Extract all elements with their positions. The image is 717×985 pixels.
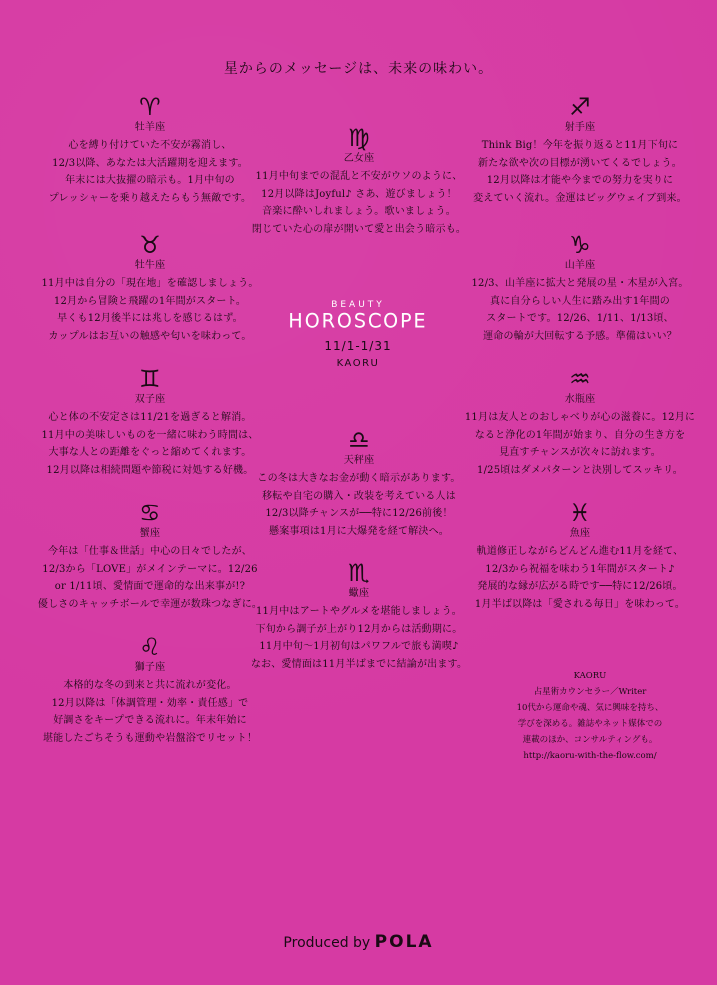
sign-text-line: 大事な人との距離をぐっと縮めてくれます。 [48,447,252,458]
leo-icon: ♌ [139,633,161,661]
sign-text-line: なお、愛情面は11月半ばまでに結論が出ます。 [250,658,468,670]
profile-url[interactable]: http://kaoru-with-the-flow.com/ [523,751,657,761]
sign-text-line: 11月中の美味しいものを一緒に味わう時間は、 [41,429,259,441]
virgo-icon: ♍ [348,124,370,152]
sign-text-line: 11月中旬〜1月初旬はパワフルで旅も満喫♪ [259,641,459,652]
sign-leo [35,634,265,747]
sign-text-line: 本格的な冬の到来と共に流れが変化。 [63,680,237,691]
profile-line: 学びを深める。雑誌やネット媒体での [517,719,663,729]
beauty-horoscope-logo [283,300,433,369]
logo-beauty: BEAUTY [331,300,385,310]
sign-text-line: 音楽に酔いしれましょう。歌いましょう。 [262,206,456,217]
sign-text-line: 11月中はアートやグルメを堪能しましょう。 [255,606,463,617]
sign-text-line: 閉じていた心の扉が開いて愛と出会う暗示も。 [251,223,467,235]
profile-line: 10代から運命や魂、気に興味を持ち、 [516,703,664,713]
sign-text-line: 真に自分らしい人生に踏み出す1年間の [490,295,670,307]
sign-text-line: 早くも12月後半には兆しを感じるはず。 [57,313,243,324]
sign-text-line: 発展的な縁が広がる時です──特に12/26頃。 [477,581,683,592]
sign-text-line: 見直すチャンスが次々に訪れます。 [499,447,661,458]
libra-icon: ♎ [348,426,370,454]
sign-taurus [40,232,260,345]
sign-name: 乙女座 [343,153,375,164]
sign-text-line: 心を縛り付けていた不安が霧消し、 [68,140,232,151]
sign-text-line: 11月中は自分の「現在地」を確認しましょう。 [41,278,259,289]
gemini-icon: ♊ [139,365,161,393]
sign-libra [250,427,468,540]
sign-name: 射手座 [564,122,596,133]
sagittarius-icon: ♐ [569,93,591,121]
profile-line: 占星術カウンセラー／Writer [533,687,647,697]
sign-name: 蟹座 [139,528,161,539]
sign-text-line: 12/3、山羊座に拡大と発展の星・木星が入宮。 [471,278,689,289]
sign-cancer [30,500,270,613]
sign-name: 水瓶座 [564,394,596,405]
sign-text-line: 12月から冒険と飛躍の1年間がスタート。 [53,295,247,307]
sign-text-line: カップルはお互いの触感や匂いを味わって。 [48,330,252,342]
sign-text-line: 堪能したごちそうも運動や岩盤浴でリセット！ [42,732,258,744]
profile-line: KAORU [573,671,607,681]
sign-text-line: 今年は「仕事＆世話」中心の日々でしたが、 [48,546,252,557]
pola-logo: POLA [374,932,434,952]
sign-text-line: プレッシャーを乗り越えたらもう無敵です。 [48,192,252,204]
sign-text-line: 年末には大抜擢の暗示も。1月中旬の [65,175,235,186]
sign-text-line: 1/25頃はダメパターンと決別してスッキリ。 [477,464,683,476]
sign-text-line: 12/3以降、あなたは大活躍期を迎えます。 [52,157,248,169]
sign-text-line: 12/3以降チャンスが──特に12/26前後！ [265,508,453,519]
sign-virgo [248,125,470,238]
sign-name: 蠍座 [348,588,370,599]
sign-text-line: 懸案事項は1月に大爆発を経て解決へ。 [269,525,449,537]
cancer-icon: ♋ [139,499,161,527]
aries-icon: ♈ [139,93,161,121]
sign-text-line: 11月中旬までの混乱と不安がウソのように、 [255,171,463,182]
sign-name: 天秤座 [343,455,375,466]
produced-by-label: Produced by [283,935,371,951]
sign-text-line: 1月半ば以降は「愛される毎日」を味わって。 [474,598,686,610]
sign-text-line: Think Big！今年を振り返ると11月下旬に [481,140,679,151]
sign-text-line: スタートです。12/26、1/11、1/13頃、 [486,313,674,324]
headline: 星からのメッセージは、未来の味わい。 [223,61,494,77]
sign-text-line: 優しさのキャッチボールで幸運が数珠つなぎに。 [37,598,263,610]
sign-name: 双子座 [134,394,166,405]
sign-scorpio [244,560,474,673]
sign-name: 山羊座 [564,260,596,271]
sign-text-line: 12/3から「LOVE」がメインテーマに。12/26 [42,563,258,575]
aquarius-icon: ♒ [569,365,591,393]
sign-text-line: 11月は友人とのおしゃべりが心の滋養に。12月に [464,412,696,423]
scorpio-icon: ♏ [348,559,370,587]
sign-text-line: 新たな欲や次の目標が湧いてくるでしょう。 [478,157,682,169]
sign-sagittarius [465,94,695,207]
sign-text-line: 12/3から祝福を味わう1年間がスタート♪ [485,563,675,575]
sign-text-line: 心と体の不安定さは11/21を過ぎると解消。 [48,412,252,423]
author-profile [470,668,710,764]
footer-credit [0,932,717,952]
sign-name: 牡牛座 [134,260,166,271]
sign-text-line: 12月以降はJoyful♪ さあ、遊びましょう！ [261,188,457,200]
sign-name: 牡羊座 [134,122,166,133]
sign-text-line: 移転や自宅の購入・改装を考えている人は [262,490,456,502]
sign-text-line: 好調さをキープできる流れに。年末年始に [53,715,247,726]
period-dates: 11/1-1/31 [324,339,392,353]
sign-text-line: なると浄化の1年間が始まり、自分の生き方を [474,429,686,441]
sign-aquarius [462,366,698,479]
taurus-icon: ♉ [139,231,161,259]
sign-text-line: 軌道修正しながらどんどん進む11月を経て、 [476,546,684,557]
sign-text-line: or 1/11頃、愛情面で運命的な出来事が!? [54,581,246,592]
sign-text-line: 12月以降は相続問題や節税に対処する好機。 [46,464,254,476]
sign-name: 魚座 [569,528,591,539]
sign-name: 獅子座 [134,662,166,673]
sign-capricorn [465,232,695,345]
profile-line: 連載のほか、コンサルティングも。 [522,735,658,745]
capricorn-icon: ♑ [569,231,591,259]
sign-text-line: この冬は大きなお金が動く暗示があります。 [257,473,461,484]
logo-horoscope: HOROSCOPE [288,310,428,332]
sign-gemini [40,366,260,479]
sign-text-line: 下旬から調子が上がり12月からは活動期に。 [255,623,463,635]
sign-pisces [465,500,695,613]
sign-text-line: 12月以降は才能や今までの努力を実りに [486,175,674,186]
author-name: KAORU [336,358,380,369]
sign-text-line: 運命の輪が大回転する予感。準備はいい？ [483,330,677,342]
sign-text-line: 変えていく流れ。金運はビッグウェイブ到来。 [473,192,687,204]
sign-text-line: 12月以降は「体調管理・効率・責任感」で [51,697,249,709]
sign-aries [40,94,260,207]
pisces-icon: ♓ [569,499,591,527]
